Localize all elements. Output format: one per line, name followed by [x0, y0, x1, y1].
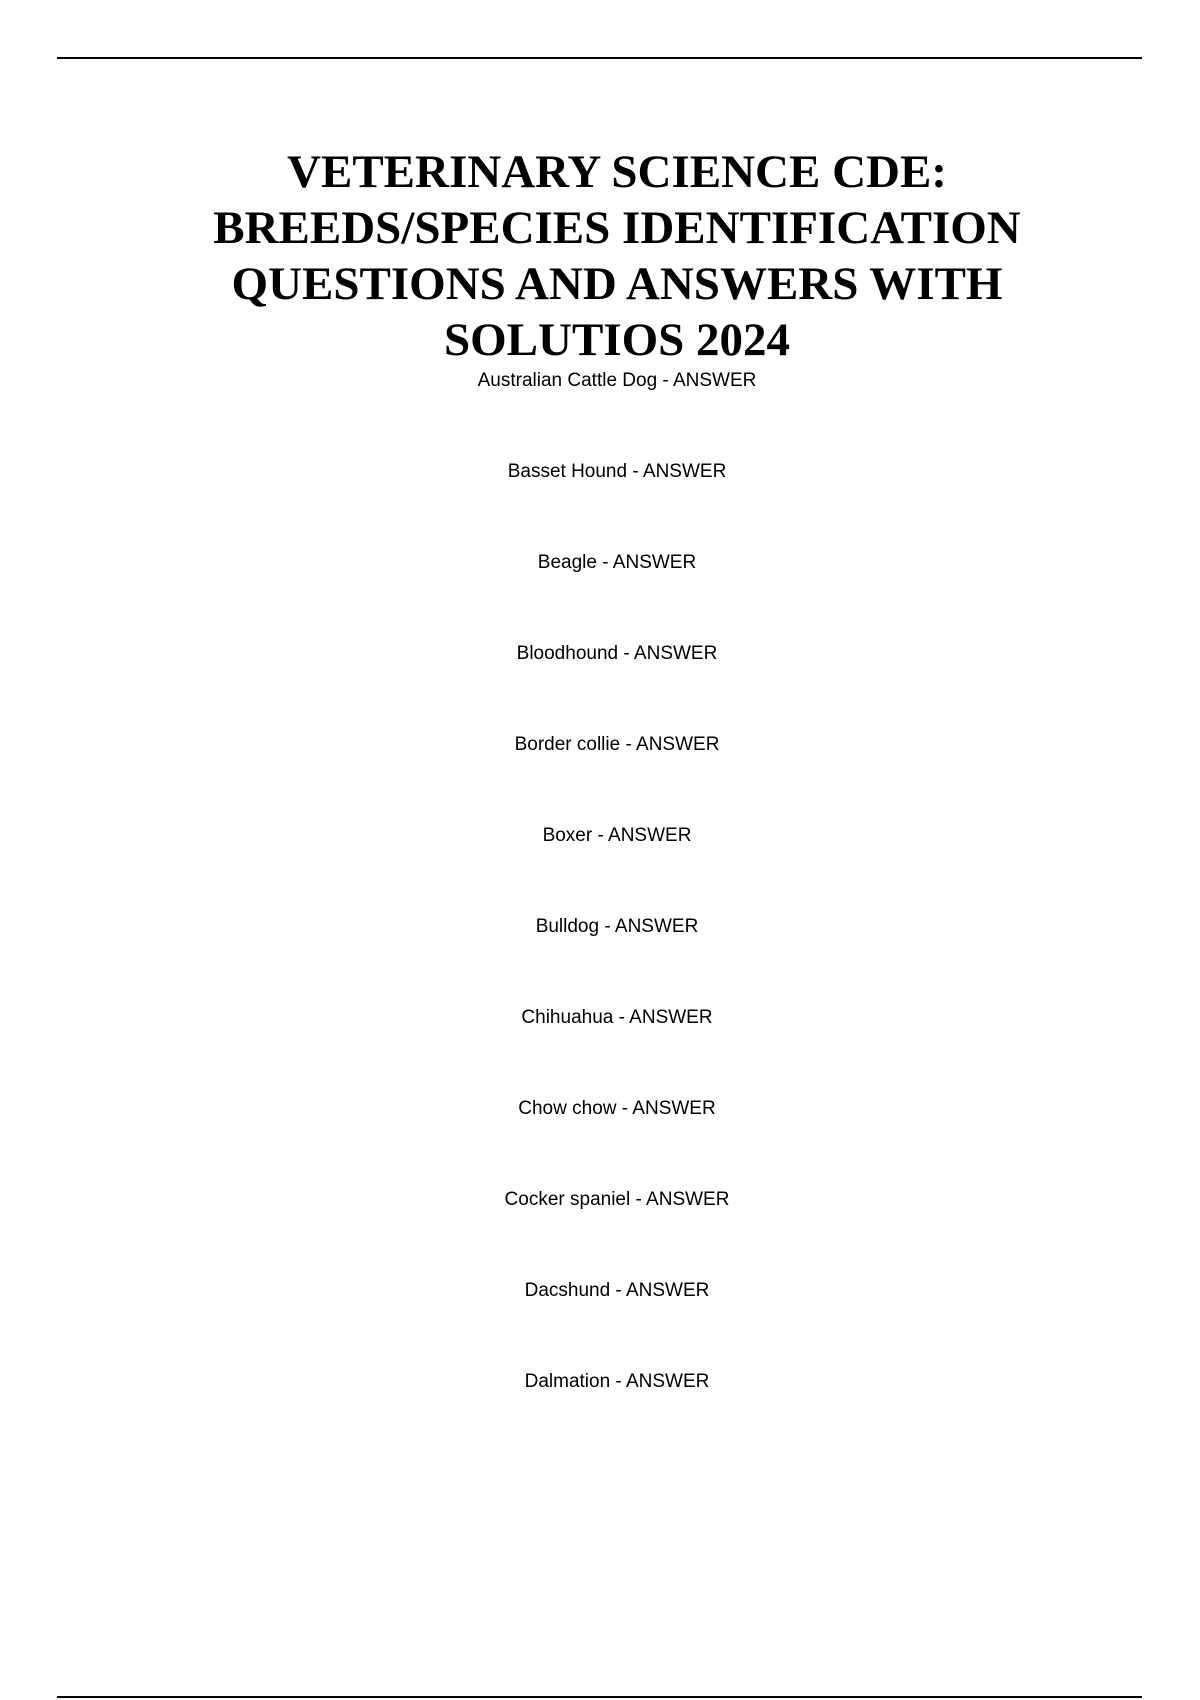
breed-item: Cocker spaniel - ANSWER [504, 1189, 730, 1210]
breed-item: Bloodhound - ANSWER [516, 643, 718, 664]
breed-item: Beagle - ANSWER [537, 552, 697, 573]
title-line: BREEDS/SPECIES IDENTIFICATION [213, 202, 1021, 254]
breed-item: Australian Cattle Dog - ANSWER [477, 370, 757, 391]
breed-item: Basset Hound - ANSWER [507, 461, 727, 482]
title-line: VETERINARY SCIENCE CDE: [287, 146, 947, 198]
breed-item: Chow chow - ANSWER [518, 1098, 716, 1119]
breed-item: Dalmation - ANSWER [524, 1371, 710, 1392]
header-rule [57, 57, 1142, 59]
breed-list [0, 366, 1200, 1458]
breed-item: Dacshund - ANSWER [524, 1280, 710, 1301]
breed-item: Boxer - ANSWER [542, 825, 692, 846]
title-line: QUESTIONS AND ANSWERS WITH [231, 258, 1003, 310]
breed-item: Bulldog - ANSWER [535, 916, 699, 937]
title-line: SOLUTIOS 2024 [443, 314, 791, 366]
document-title [0, 144, 1200, 368]
breed-item: Border collie - ANSWER [514, 734, 720, 755]
footer-rule [57, 1696, 1142, 1698]
breed-item: Chihuahua - ANSWER [521, 1007, 713, 1028]
